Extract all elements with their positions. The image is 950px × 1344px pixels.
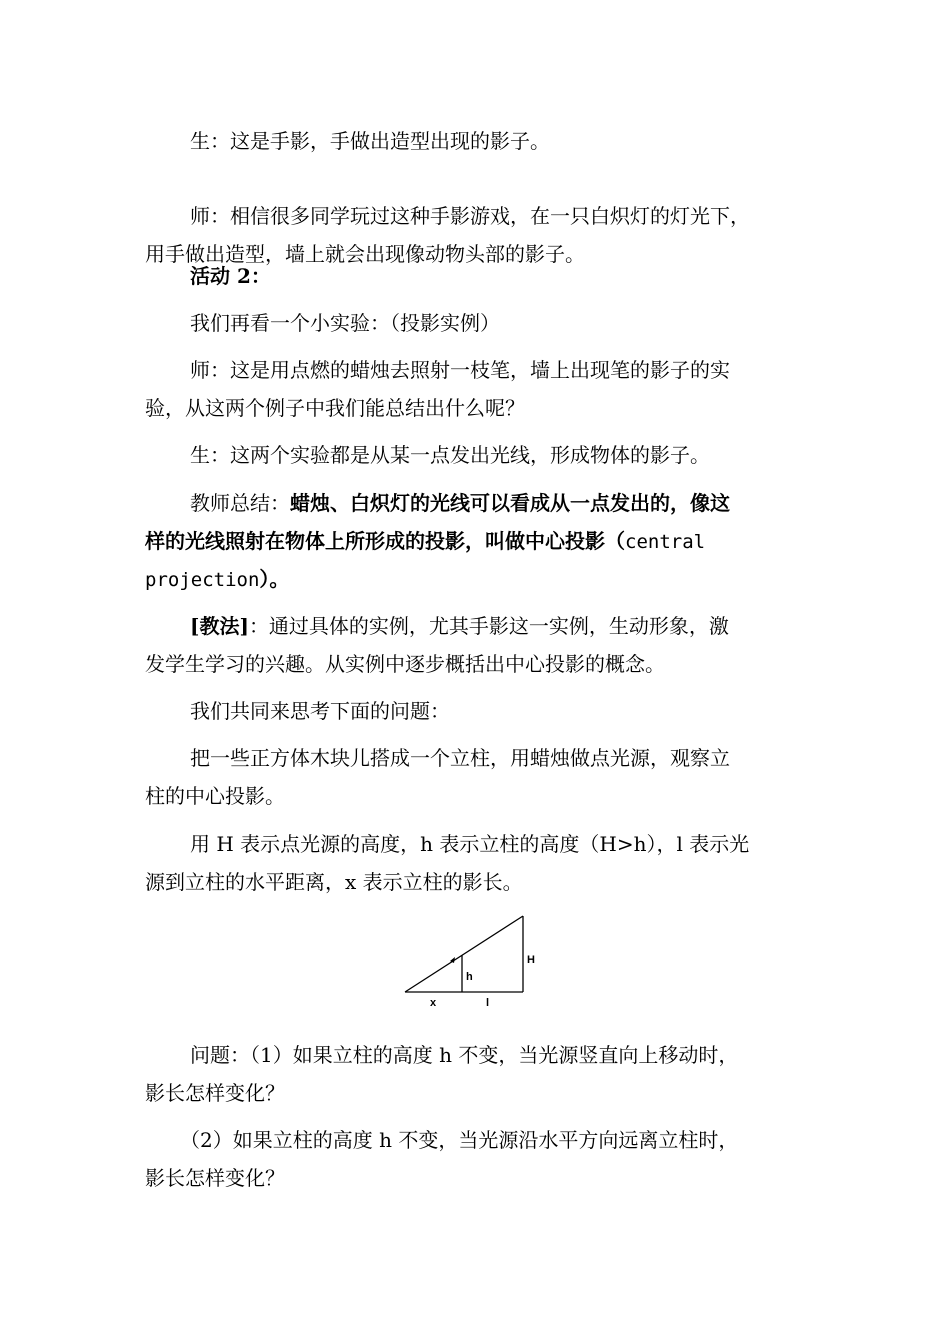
summary-term-1: central bbox=[625, 531, 706, 553]
paragraph-experiment: 我们再看一个小实验：（投影实例） bbox=[190, 311, 500, 335]
paragraph-notation-line-2: 源到立柱的水平距离，x 表示立柱的影长。 bbox=[145, 870, 523, 894]
paragraph-think: 我们共同来思考下面的问题： bbox=[190, 699, 450, 723]
label-H: H bbox=[527, 954, 535, 966]
paragraph-question-2-line-2: 影长怎样变化？ bbox=[145, 1166, 285, 1190]
paragraph-teacher-1-line-1: 师：相信很多同学玩过这种手影游戏，在一只白炽灯的灯光下， bbox=[190, 204, 750, 228]
paragraph-pillar-line-2: 柱的中心投影。 bbox=[145, 784, 285, 808]
paragraph-notation-line-1: 用 H 表示点光源的高度，h 表示立柱的高度（H>h），l 表示光 bbox=[190, 832, 750, 856]
paragraph-summary-line-3 bbox=[145, 560, 795, 599]
summary-lead: 教师总结： bbox=[190, 491, 290, 515]
paragraph-summary-line-1 bbox=[145, 484, 840, 522]
summary-term-2: projection bbox=[145, 569, 260, 591]
activity-2-heading: 活动 2： bbox=[190, 264, 271, 288]
label-h: h bbox=[466, 971, 473, 983]
light-ray-line bbox=[405, 916, 523, 992]
paragraph-teacher-2-line-2: 验，从这两个例子中我们能总结出什么呢？ bbox=[145, 396, 525, 420]
summary-close: ）。 bbox=[259, 567, 290, 591]
label-l: l bbox=[486, 997, 490, 1009]
central-projection-diagram bbox=[395, 910, 535, 1010]
paragraph-question-2-line-1: （2）如果立柱的高度 h 不变，当光源沿水平方向远离立柱时， bbox=[180, 1128, 739, 1152]
summary-bold-1: 蜡烛、白炽灯的光线可以看成从一点发出的，像这 bbox=[290, 491, 730, 515]
paragraph-summary-line-2 bbox=[145, 522, 795, 561]
paragraph-method-line-2: 发学生学习的兴趣。从实例中逐步概括出中心投影的概念。 bbox=[145, 652, 665, 676]
paragraph-student-1: 生：这是手影，手做出造型出现的影子。 bbox=[190, 129, 550, 153]
summary-bold-2: 样的光线照射在物体上所形成的投影，叫做中心投影（ bbox=[145, 529, 625, 553]
paragraph-student-2: 生：这两个实验都是从某一点发出光线，形成物体的影子。 bbox=[190, 443, 710, 467]
paragraph-question-1-line-2: 影长怎样变化？ bbox=[145, 1081, 285, 1105]
label-x: x bbox=[430, 997, 437, 1009]
paragraph-teacher-2-line-1: 师：这是用点燃的蜡烛去照射一枝笔，墙上出现笔的影子的实 bbox=[190, 358, 730, 382]
method-label: [教法] bbox=[190, 614, 249, 638]
paragraph-method-line-1 bbox=[145, 607, 840, 645]
paragraph-question-1-line-1: 问题：（1）如果立柱的高度 h 不变，当光源竖直向上移动时， bbox=[190, 1043, 739, 1067]
paragraph-teacher-1-line-2: 用手做出造型，墙上就会出现像动物头部的影子。 bbox=[145, 242, 585, 266]
method-text: ：通过具体的实例，尤其手影这一实例，生动形象，激 bbox=[248, 614, 729, 638]
paragraph-pillar-line-1: 把一些正方体木块儿搭成一个立柱，用蜡烛做点光源，观察立 bbox=[190, 746, 730, 770]
